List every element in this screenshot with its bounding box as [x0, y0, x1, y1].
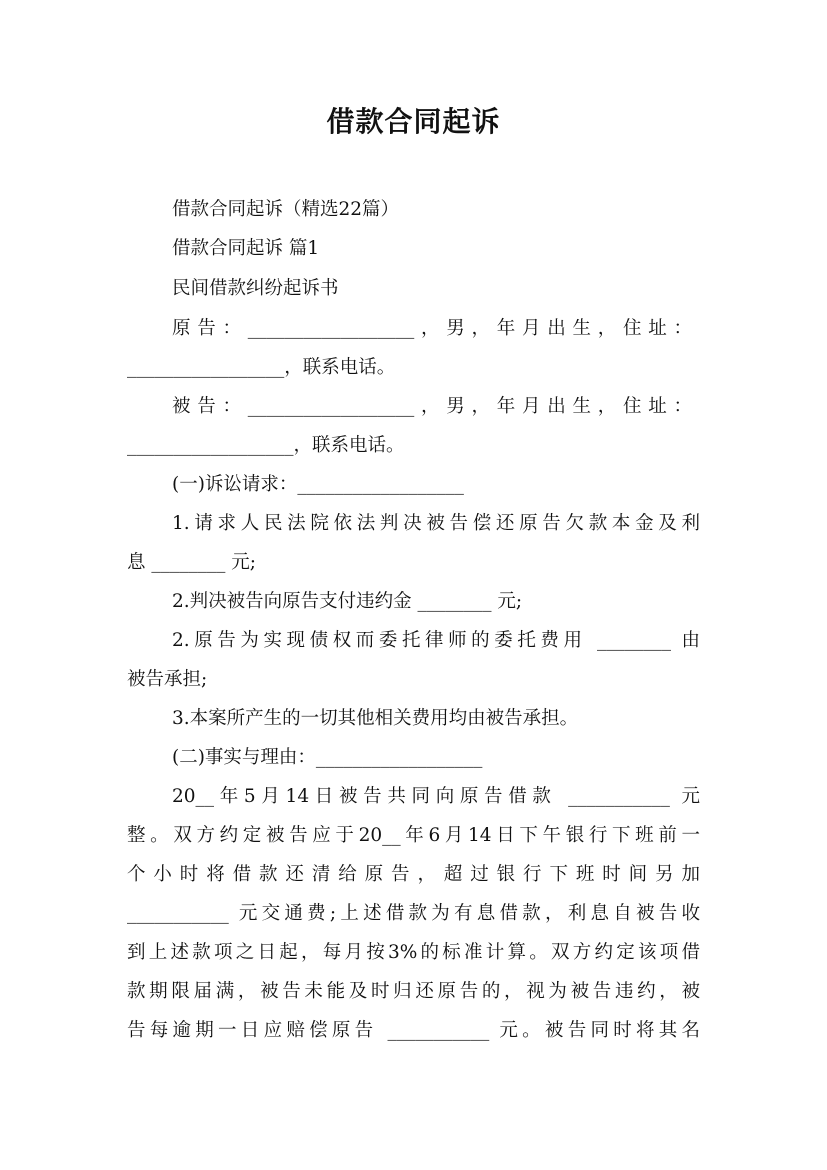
- defendant-line-1: 被告：__________________，男，年月出生，住址：: [172, 396, 692, 417]
- facts-line-3: 个小时将借款还清给原告，超过银行下班时间另加: [127, 864, 700, 885]
- claim-3-line-2: 被告承担;: [127, 669, 208, 690]
- facts-line-4: ___________ 元交通费;上述借款为有息借款，利息自被告收: [127, 903, 700, 924]
- claim-1-line-1: 1.请求人民法院依法判决被告偿还原告欠款本金及利: [172, 513, 700, 534]
- claim-3-line-1: 2.原告为实现债权而委托律师的委托费用 ________ 由: [172, 630, 700, 651]
- plaintiff-line-2: _________________，联系电话。: [127, 357, 396, 378]
- claim-1-line-2: 息 ________ 元;: [127, 552, 256, 573]
- defendant-line-2: __________________，联系电话。: [127, 435, 405, 456]
- facts-line-1: 20__年5月14日被告共同向原告借款 ___________ 元: [172, 786, 700, 807]
- plaintiff-line-1: 原告：__________________，男，年月出生，住址：: [172, 318, 692, 339]
- document-title: 借款合同起诉: [326, 105, 501, 138]
- section-heading: 借款合同起诉 篇1: [172, 238, 320, 259]
- claim-2: 2.判决被告向原告支付违约金 ________ 元;: [172, 591, 523, 612]
- claims-heading: (一)诉讼请求：__________________: [172, 474, 464, 495]
- claim-4: 3.本案所产生的一切其他相关费用均由被告承担。: [172, 708, 579, 729]
- subtitle-line: 借款合同起诉（精选22篇）: [172, 199, 400, 220]
- facts-line-5: 到上述款项之日起，每月按3%的标准计算。双方约定该项借: [127, 942, 700, 963]
- facts-line-7: 告每逾期一日应赔偿原告 ___________ 元。被告同时将其名: [127, 1020, 700, 1041]
- complaint-heading: 民间借款纠纷起诉书: [172, 278, 339, 299]
- facts-line-2: 整。双方约定被告应于20__年6月14日下午银行下班前一: [127, 825, 700, 846]
- facts-heading: (二)事实与理由：__________________: [172, 747, 483, 768]
- facts-line-6: 款期限届满，被告未能及时归还原告的，视为被告违约，被: [127, 981, 700, 1002]
